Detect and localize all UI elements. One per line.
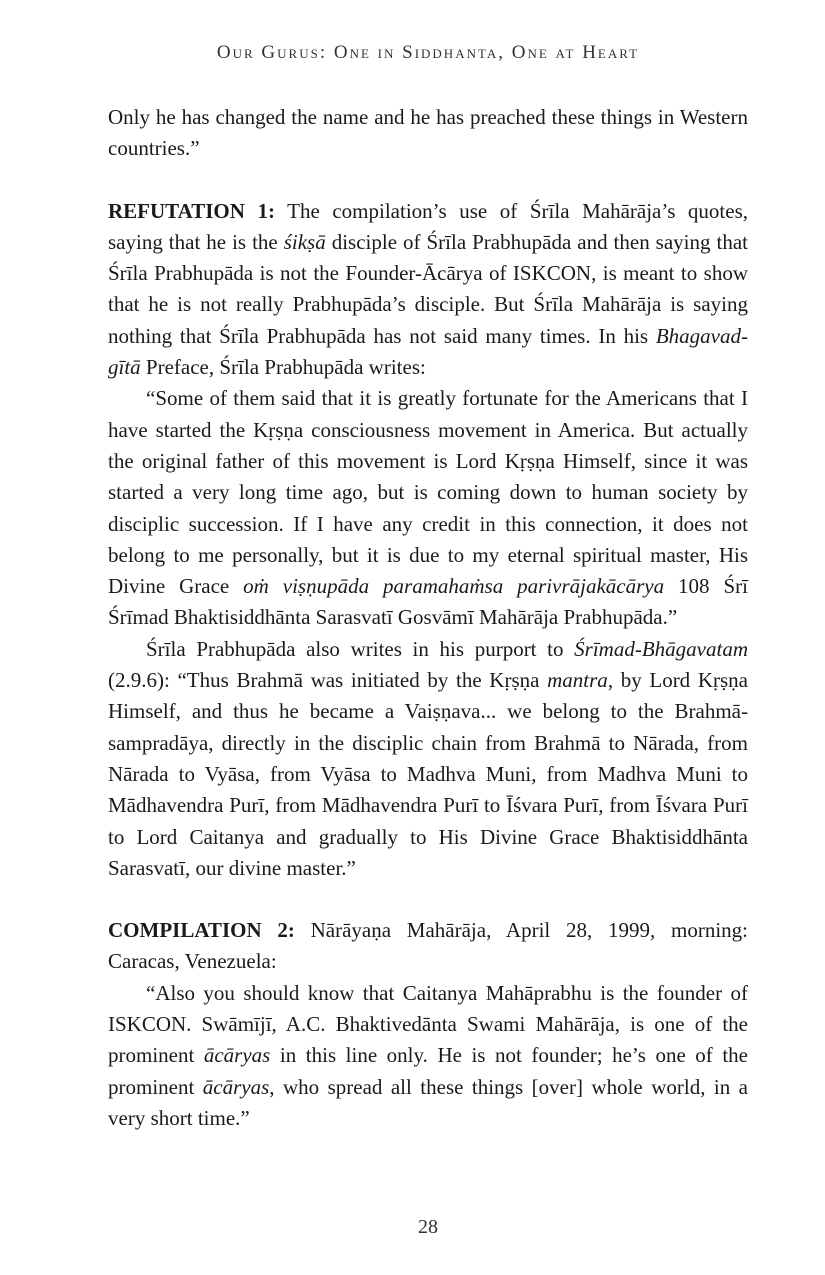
quote3-italic-1: ācāryas [203,1043,271,1068]
quote1-italic-1: oṁ viṣṇupāda paramahaṁsa parivrājakācārya [243,574,665,599]
quote3-text-1: “Also you should know that Caitanya Mahāprabhu is the founder of ISKCON. Swāmījī, A.C. Bhaktivedānta Swami Mahārāja, is one of the prominent [108,980,748,1068]
book-page [108,0,748,1275]
quote2-text-1: Śrīla Prabhupāda also writes in his purport to [146,636,575,661]
page-body [108,102,748,1134]
paragraph-gap [108,884,748,915]
refutation-text-3: Preface, Śrīla Prabhupāda writes: [140,355,426,380]
quote2-italic-2: mantra [547,668,608,693]
compilation-text-1: Nārāyaṇa Mahārāja, April 28, 1999, morning: Caracas, Venezuela: [108,918,748,974]
paragraph-refutation [108,196,748,384]
quote3-text-3: , who spread all these things [over] whole world, in a very short time.” [108,1074,748,1130]
paragraph-quote-caracas [108,978,748,1134]
refutation-italic-2: Bhagavad-gītā [108,323,748,380]
paragraph-quote-bhagavatam [108,634,748,884]
refutation-label: REFUTATION 1: [108,198,275,223]
quote2-text-3: , by Lord Kṛṣṇa Himself, and thus he became a Vaiṣṇava... we belong to the Brahmā-sampradāya, directly in the disciplic chain from Brahmā to Nārada, from Nārada to Vyāsa, from Vyāsa to Madhva Muni, from Madhva Muni to Mādhavendra Purī, from Mādhavendra Purī to Īśvara Purī, from Īśvara Purī to Lord Caitanya and gradually to His Divine Grace Bhaktisiddhānta Sarasvatī, our divine master.” [108,668,748,880]
quote3-italic-2: ācāryas [202,1074,270,1099]
paragraph-gap [108,165,748,196]
paragraph-quote-gita [108,383,748,633]
quote2-italic-1: Śrīmad-Bhāgavatam [574,636,748,661]
quote1-text-2: 108 Śrī Śrīmad Bhaktisiddhānta Sarasvatī Gosvāmī Mahārāja Prabhupāda.” [108,574,748,630]
refutation-text-2: disciple of Śrīla Prabhupāda and then saying that Śrīla Prabhupāda is not the Founder-Ācārya of ISKCON, is meant to show that he is not really Prabhupāda’s disciple. But Śrīla Mahārāja is saying nothing that Śrīla Prabhupāda has not said many times. In his [108,229,748,348]
refutation-text-1: The compilation’s use of Śrīla Mahārāja’s quotes, saying that he is the [108,198,748,254]
paragraph-intro: Only he has changed the name and he has preached these things in Western countries.” [108,105,748,161]
page-number: 28 [418,1216,438,1238]
quote3-text-2: in this line only. He is not founder; he’s one of the prominent [108,1043,748,1099]
compilation-label: COMPILATION 2: [108,918,295,943]
paragraph-compilation [108,915,748,978]
refutation-italic-1: śikṣā [283,229,326,254]
quote1-text-1: “Some of them said that it is greatly fortunate for the Americans that I have started the Kṛṣṇa consciousness movement in America. But actually the original father of this movement is Lord Kṛṣṇa Himself, since it was started a very long time ago, but is coming down to human society by disciplic succession. If I have any credit in this connection, it does not belong to me personally, but it is due to my eternal spiritual master, His Divine Grace [108,386,748,599]
running-head: Our Gurus: One in Siddhanta, One at Heart [216,42,640,63]
quote2-text-2: (2.9.6): “Thus Brahmā was initiated by the Kṛṣṇa [108,668,548,693]
